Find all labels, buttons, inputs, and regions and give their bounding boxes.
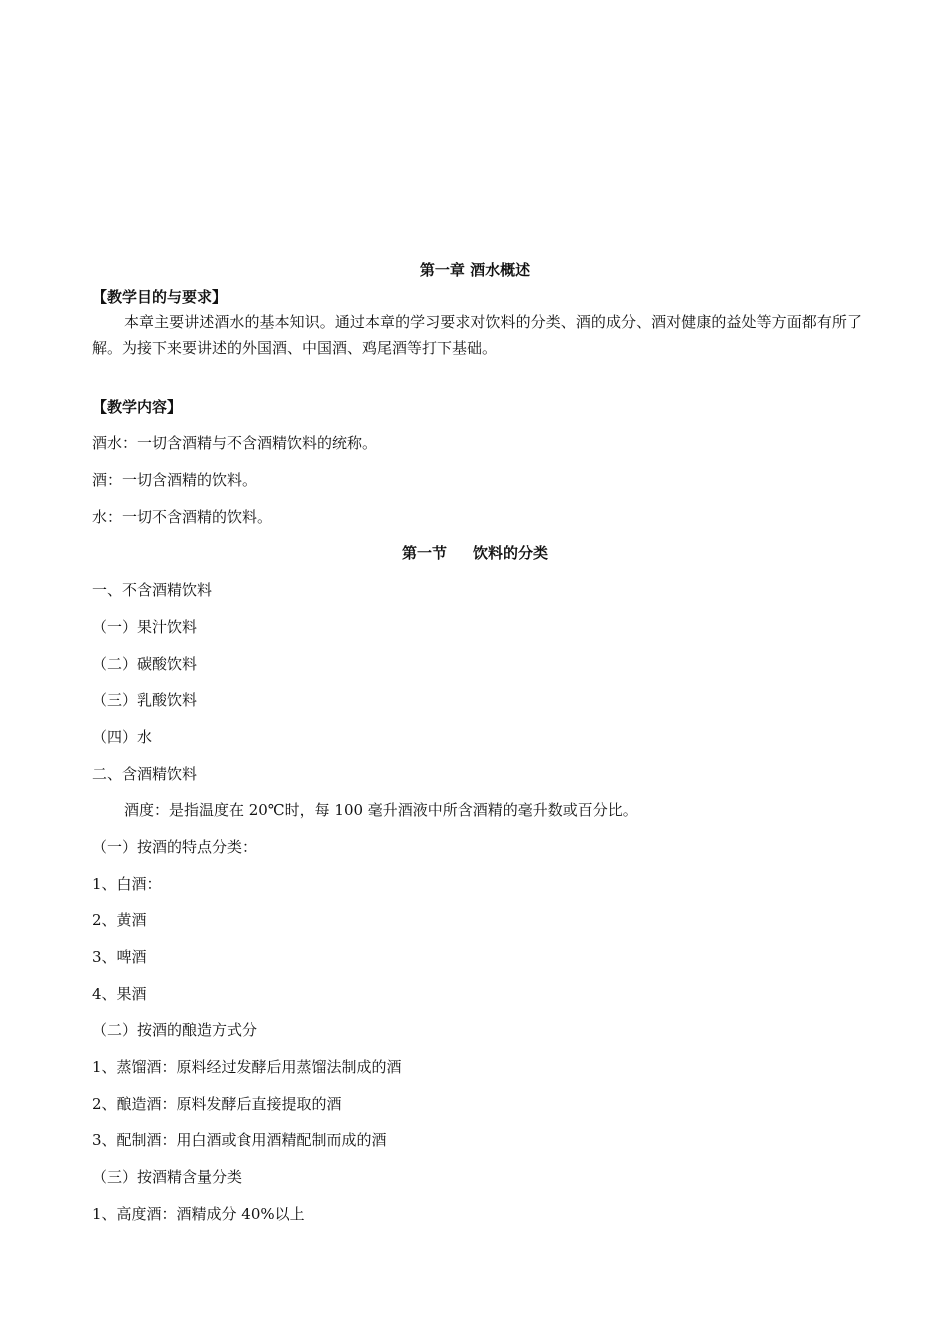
list-item: 4、果酒 [92, 985, 147, 1003]
definition-line: 酒水：一切含酒精与不含酒精饮料的统称。 [92, 434, 378, 452]
list-item: 1、高度酒：酒精成分 40%以上 [92, 1205, 305, 1223]
goals-paragraph: 本章主要讲述酒水的基本知识。通过本章的学习要求对饮料的分类、酒的成分、酒对健康的益处等方面都有所了解。为接下来要讲述的外国酒、中国酒、鸡尾酒等打下基础。 [92, 313, 862, 357]
list-item: 2、酿造酒：原料发酵后直接提取的酒 [92, 1095, 342, 1113]
list-item: 2、黄酒 [92, 911, 147, 929]
list-item: 1、白酒： [92, 875, 162, 893]
list-item: 一、不含酒精饮料 [92, 581, 213, 599]
list-item: （一）果汁饮料 [92, 618, 198, 636]
chapter-title: 第一章 酒水概述 [419, 261, 531, 279]
list-item: 1、蒸馏酒：原料经过发酵后用蒸馏法制成的酒 [92, 1058, 402, 1076]
list-item: （四）水 [92, 728, 153, 746]
definition-line: 酒：一切含酒精的饮料。 [92, 471, 258, 489]
section-name: 饮料的分类 [473, 544, 549, 562]
list-item: （二）按酒的酿造方式分 [92, 1021, 258, 1039]
list-item: 3、啤酒 [92, 948, 147, 966]
list-item: （二）碳酸饮料 [92, 655, 198, 673]
goals-heading: 【教学目的与要求】 [92, 288, 228, 306]
list-item: （一）按酒的特点分类： [92, 838, 258, 856]
definition-line: 水：一切不含酒精的饮料。 [92, 508, 273, 526]
section-number: 第一节 [401, 544, 447, 562]
alcohol-degree-definition: 酒度：是指温度在 20℃时，每 100 毫升酒液中所含酒精的毫升数或百分比。 [124, 801, 638, 819]
list-item: （三）按酒精含量分类 [92, 1168, 243, 1186]
content-heading: 【教学内容】 [92, 398, 183, 416]
section-title [0, 543, 950, 563]
list-item: （三）乳酸饮料 [92, 691, 198, 709]
list-item: 3、配制酒：用白酒或食用酒精配制而成的酒 [92, 1131, 387, 1149]
list-item: 二、含酒精饮料 [92, 765, 198, 783]
